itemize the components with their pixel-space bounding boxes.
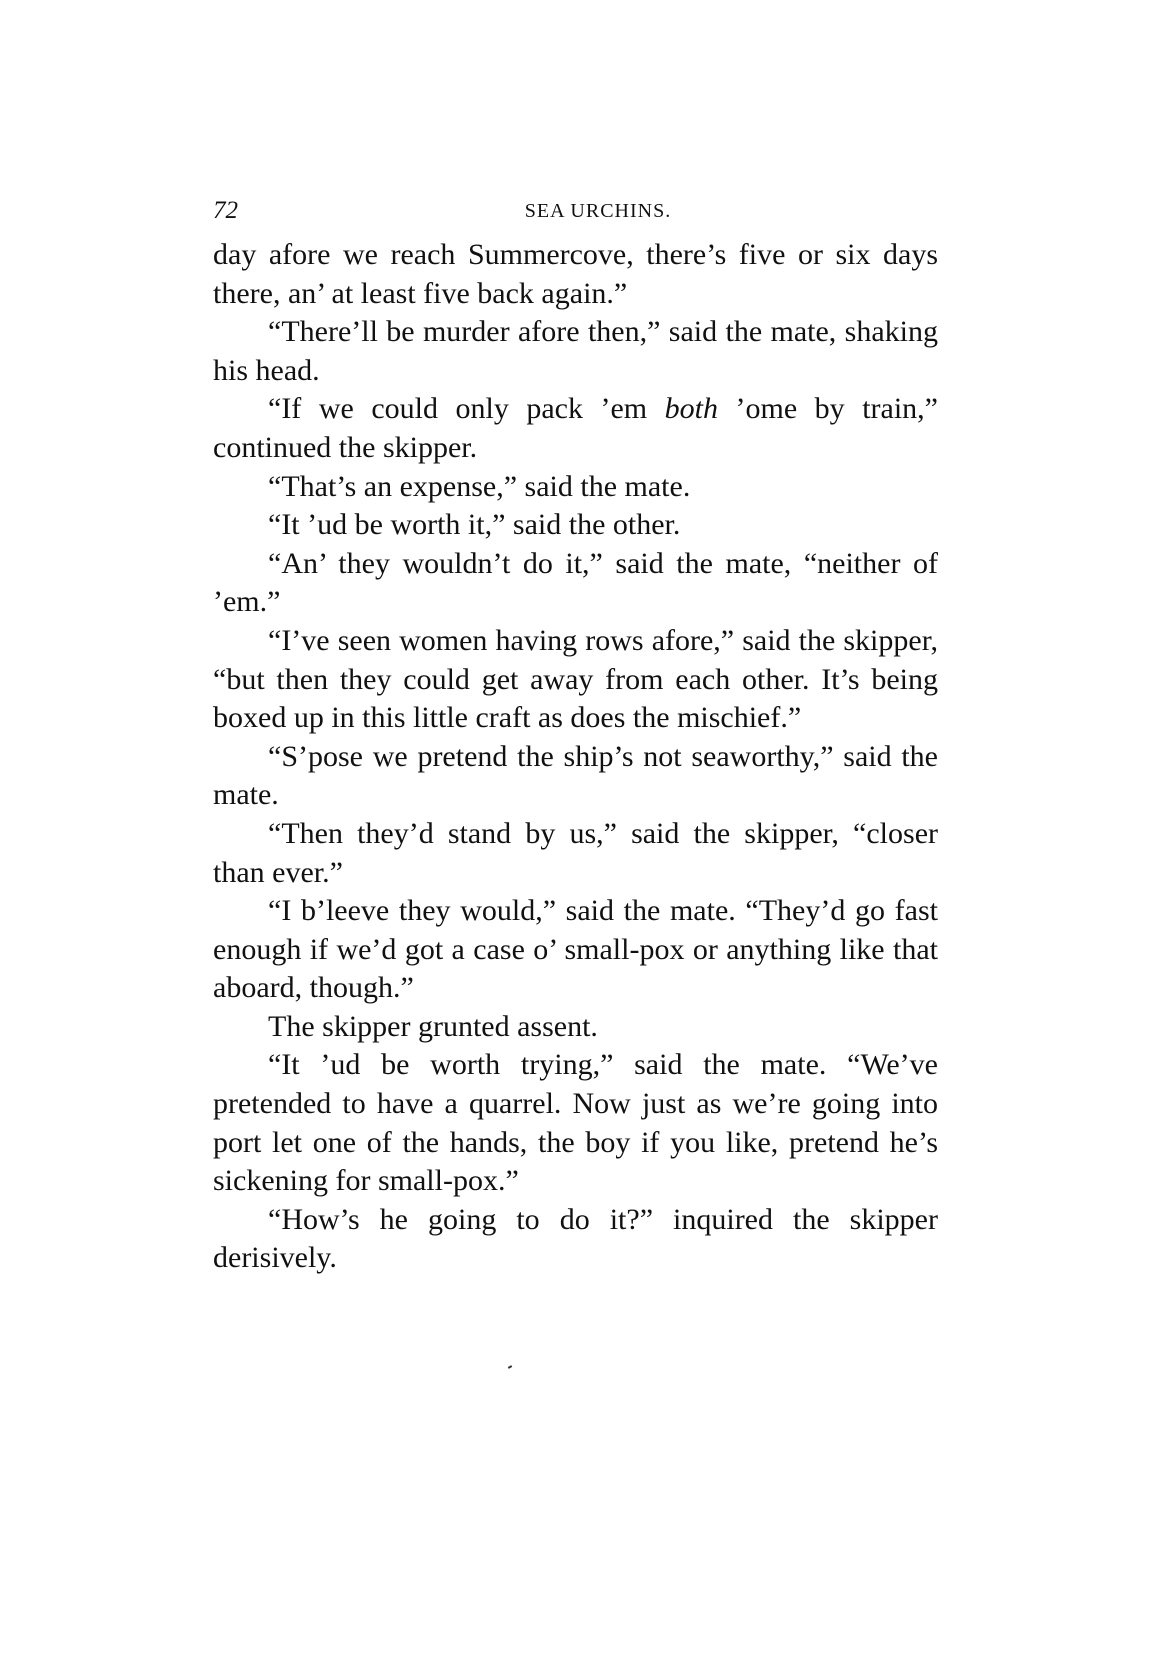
ink-speck — [508, 1365, 512, 1369]
paragraph: “An’ they wouldn’t do it,” said the mate, “neither of ’em.” — [213, 546, 938, 619]
paragraph — [213, 390, 938, 467]
paragraph: “That’s an expense,” said the mate. — [268, 469, 691, 503]
paragraph: day afore we reach Summercove, there’s five or six days there, an’ at least five back again.” — [213, 238, 938, 310]
page-number: 72 — [213, 197, 238, 224]
paragraph-text: “If we could only pack ’em — [268, 392, 665, 426]
paragraph: “It ’ud be worth trying,” said the mate. “We’ve pretended to have a quarrel. Now just as we’re going into port let one of the hands, the boy if you like, pretend he’s sickening for small-pox.” — [213, 1048, 938, 1198]
paragraph: “It ’ud be worth it,” said the other. — [268, 508, 681, 542]
paragraph: “Then they’d stand by us,” said the skipper, “closer than ever.” — [213, 816, 938, 889]
paragraph: “S’pose we pretend the ship’s not seaworthy,” said the mate. — [213, 739, 938, 812]
paragraph: “I’ve seen women having rows afore,” said the skipper, “but then they could get away from each other. It’s being boxed up in this little craft as does the mischief.” — [213, 623, 938, 735]
emphasis-text: both — [664, 392, 718, 426]
paragraph: “How’s he going to do it?” inquired the skipper derisively. — [213, 1202, 938, 1275]
body-text — [213, 236, 938, 1278]
paragraph: “There’ll be murder afore then,” said the mate, shaking his head. — [213, 315, 938, 387]
running-title: SEA URCHINS. — [524, 200, 672, 222]
paragraph: “I b’leeve they would,” said the mate. “They’d go fast enough if we’d got a case o’ small-pox or anything like that aboard, though.” — [213, 894, 938, 1005]
paragraph: The skipper grunted assent. — [268, 1009, 598, 1043]
paragraph-text: ’ome by train,” continued the skipper. — [213, 392, 938, 464]
